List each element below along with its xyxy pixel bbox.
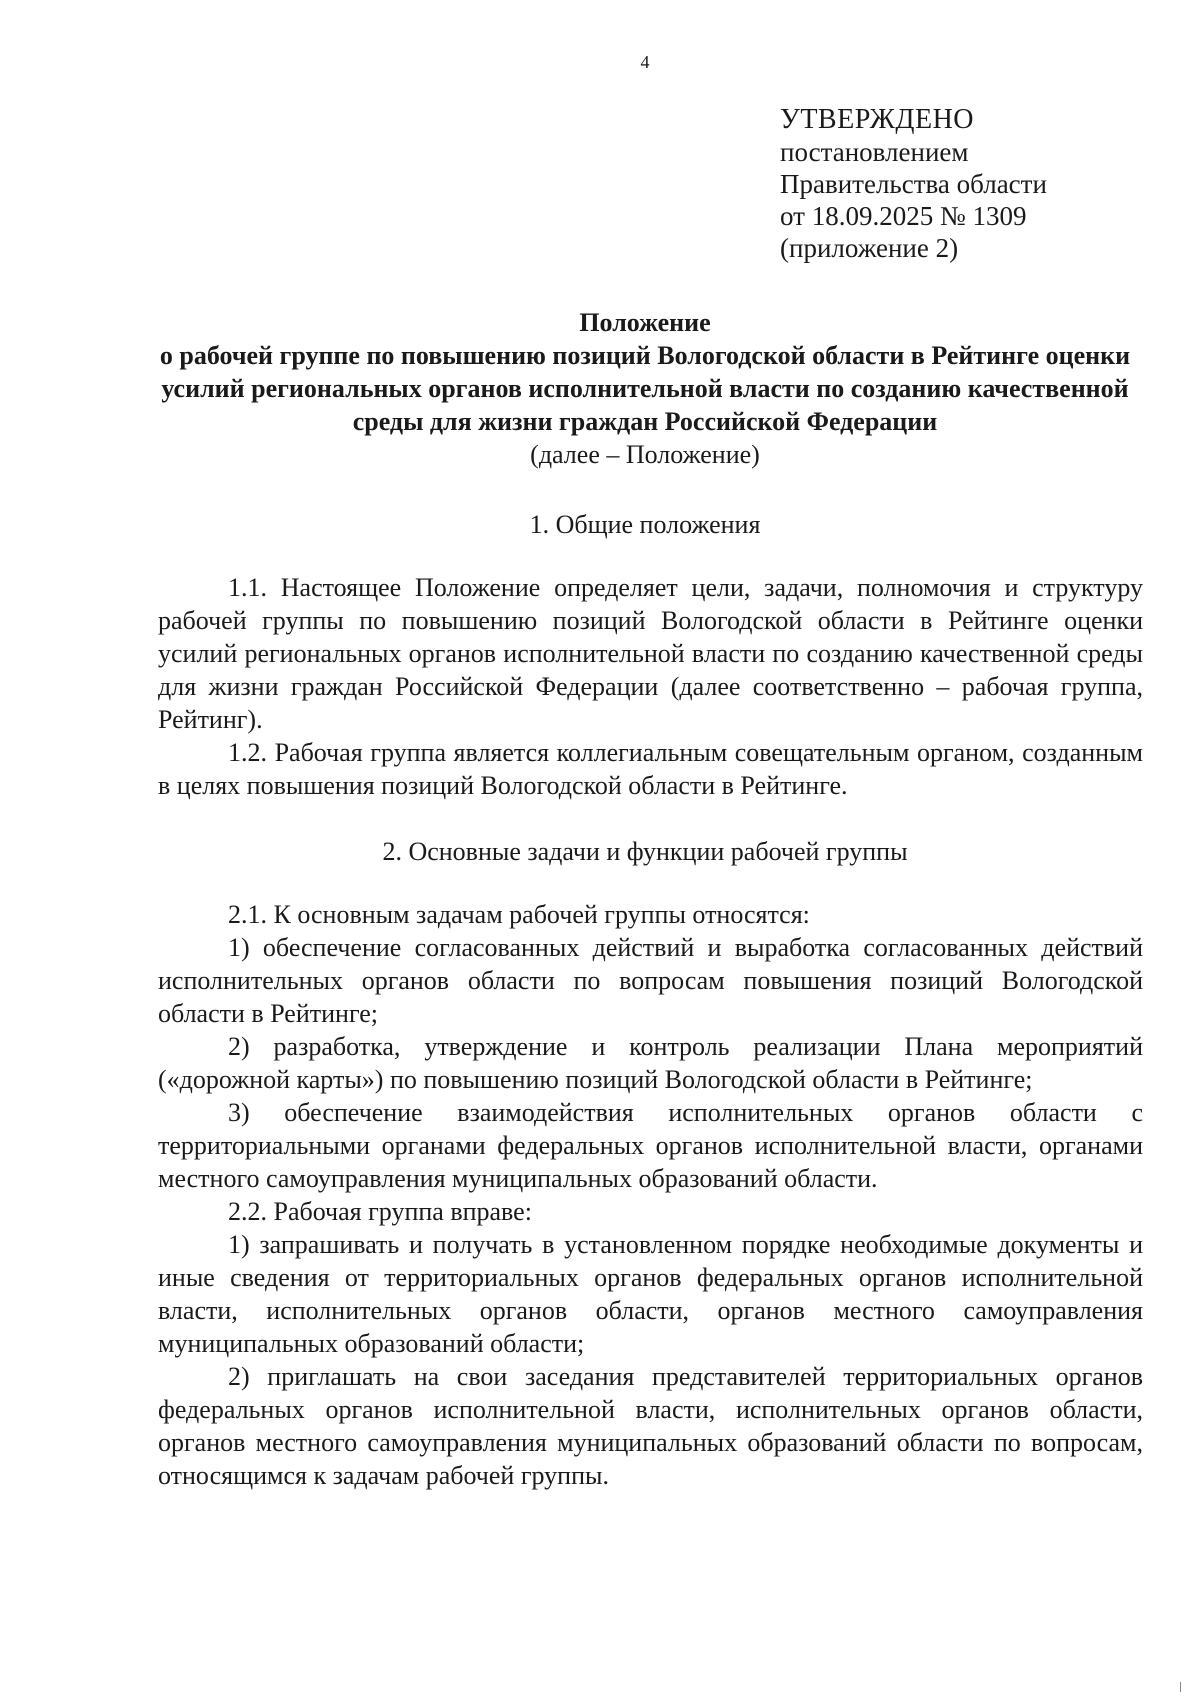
approval-line: от 18.09.2025 № 1309 — [780, 201, 1027, 231]
paragraph: 2) разработка, утверждение и контроль реализации Плана мероприятий («дорожной карты») по повышению позиций Вологодской области в Рейтинге; — [158, 1032, 1143, 1094]
section-heading: 1. Общие положения — [529, 510, 761, 539]
page-number: 4 — [640, 52, 650, 72]
paragraph: 1.1. Настоящее Положение определяет цели, задачи, полномочия и структуру рабочей группы по повышению позиций Вологодской области в Рейтинге оценки усилий региональных органов исполнительной власти по созданию качественной среды для жизни граждан Российской Федерации (далее соответственно – рабочая группа, Рейтинг). — [158, 573, 1143, 734]
approval-stamp: УТВЕРЖДЕНО — [780, 104, 975, 135]
title-heading: Положение — [579, 308, 711, 337]
section-body — [158, 571, 1143, 802]
title-text: о рабочей группе по повышению позиций Вологодской области в Рейтинге оценки усилий региональных органов исполнительной власти по созданию качественной среды для жизни граждан Российской Федерации — [159, 341, 1131, 436]
section-body — [158, 898, 1143, 1492]
scan-mark — [1180, 1682, 1181, 1692]
paragraph: 2.2. Рабочая группа вправе: — [228, 1197, 532, 1226]
approval-block — [780, 104, 1160, 264]
paragraph: 3) обеспечение взаимодействия исполнительных органов области с территориальными органами федеральных органов исполнительной власти, органами местного самоуправления муниципальных образований области. — [158, 1098, 1143, 1193]
paragraph: 2) приглашать на свои заседания представителей территориальных органов федеральных органов исполнительной власти, исполнительных органов области, органов местного самоуправления муниципальных образований области по вопросам, относящимся к задачам рабочей группы. — [158, 1362, 1143, 1490]
approval-line: постановлением — [780, 137, 969, 167]
section-heading: 2. Основные задачи и функции рабочей группы — [382, 837, 908, 866]
approval-line: Правительства области — [780, 169, 1047, 199]
approval-line: (приложение 2) — [780, 233, 959, 263]
document-title — [150, 306, 1140, 438]
paragraph: 1.2. Рабочая группа является коллегиальным совещательным органом, созданным в целях повышения позиций Вологодской области в Рейтинге. — [158, 738, 1143, 800]
paragraph: 1) обеспечение согласованных действий и выработка согласованных действий исполнительных органов области по вопросам повышения позиций Вологодской области в Рейтинге; — [158, 933, 1143, 1028]
paragraph: 2.1. К основным задачам рабочей группы относятся: — [228, 900, 810, 929]
document-subtitle: (далее – Положение) — [530, 440, 760, 469]
paragraph: 1) запрашивать и получать в установленном порядке необходимые документы и иные сведения от территориальных органов федеральных органов исполнительной власти, исполнительных органов области, органов местного самоуправления муниципальных образований области; — [158, 1230, 1143, 1358]
